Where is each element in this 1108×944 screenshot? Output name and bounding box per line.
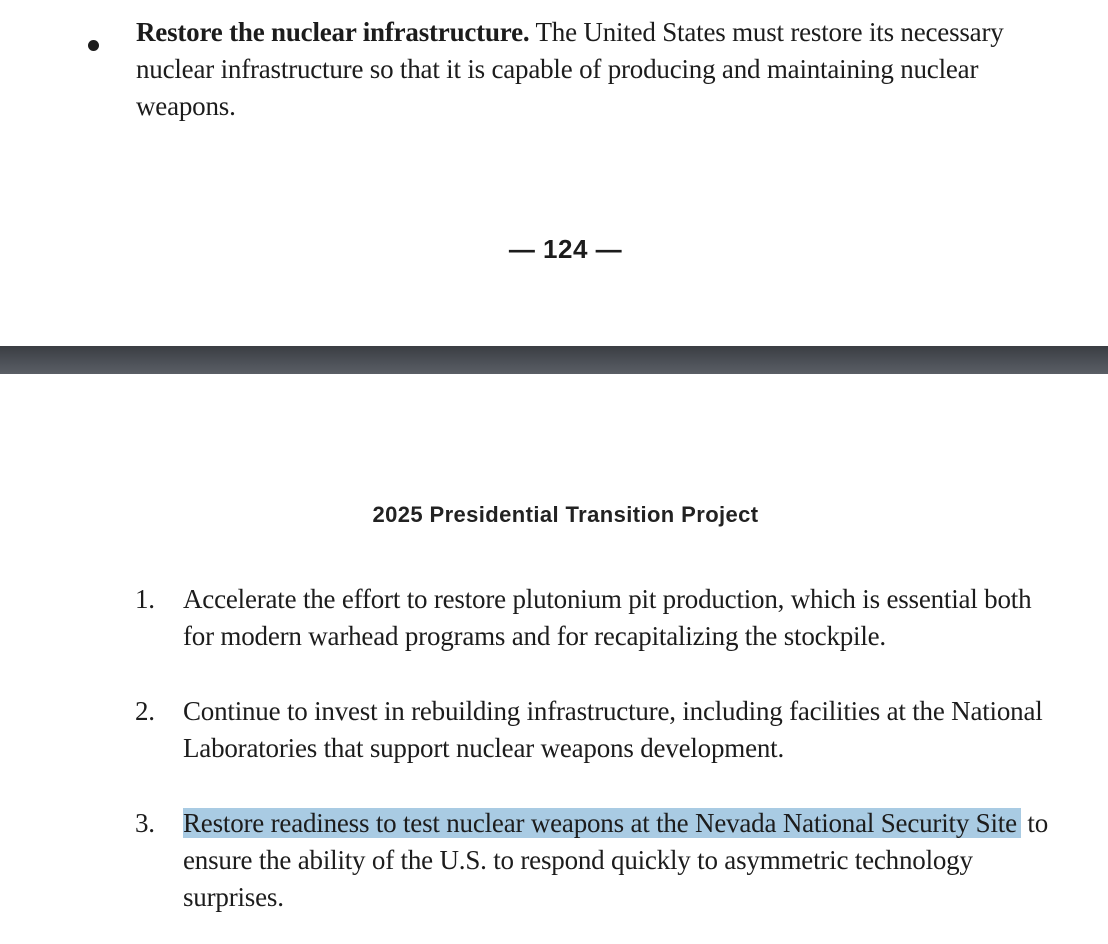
list-number: 3. bbox=[135, 808, 155, 838]
page-divider bbox=[0, 346, 1108, 374]
list-text[interactable] bbox=[183, 805, 1063, 916]
bottom-page bbox=[0, 374, 1108, 944]
list-number: 2. bbox=[135, 696, 155, 726]
bullet-body: The United States must restore its necessary nuclear infrastructure so that it is capable of producing and maintaining nuclear weapons. bbox=[136, 17, 1004, 121]
list-number: 1. bbox=[135, 584, 155, 614]
list-text-rest: to ensure the ability of the U.S. to respond quickly to asymmetric technology surprises. bbox=[183, 808, 1049, 912]
bullet-lead: Restore the nuclear infrastructure. bbox=[136, 17, 530, 47]
page-number: — 124 — bbox=[508, 234, 623, 264]
running-header: 2025 Presidential Transition Project bbox=[372, 502, 759, 527]
bullet-paragraph[interactable] bbox=[136, 14, 1016, 125]
list-text[interactable]: Continue to invest in rebuilding infrastructure, including facilities at the National Laboratories that support nuclear weapons development. bbox=[183, 696, 1043, 763]
top-page bbox=[0, 0, 1108, 346]
list-text[interactable]: Accelerate the effort to restore plutonium pit production, which is essential both for modern warhead programs and for recapitalizing the stockpile. bbox=[183, 584, 1032, 651]
highlighted-selection[interactable]: Restore readiness to test nuclear weapons at the Nevada National Security Site bbox=[183, 808, 1021, 838]
bullet-dot-icon bbox=[88, 40, 99, 51]
